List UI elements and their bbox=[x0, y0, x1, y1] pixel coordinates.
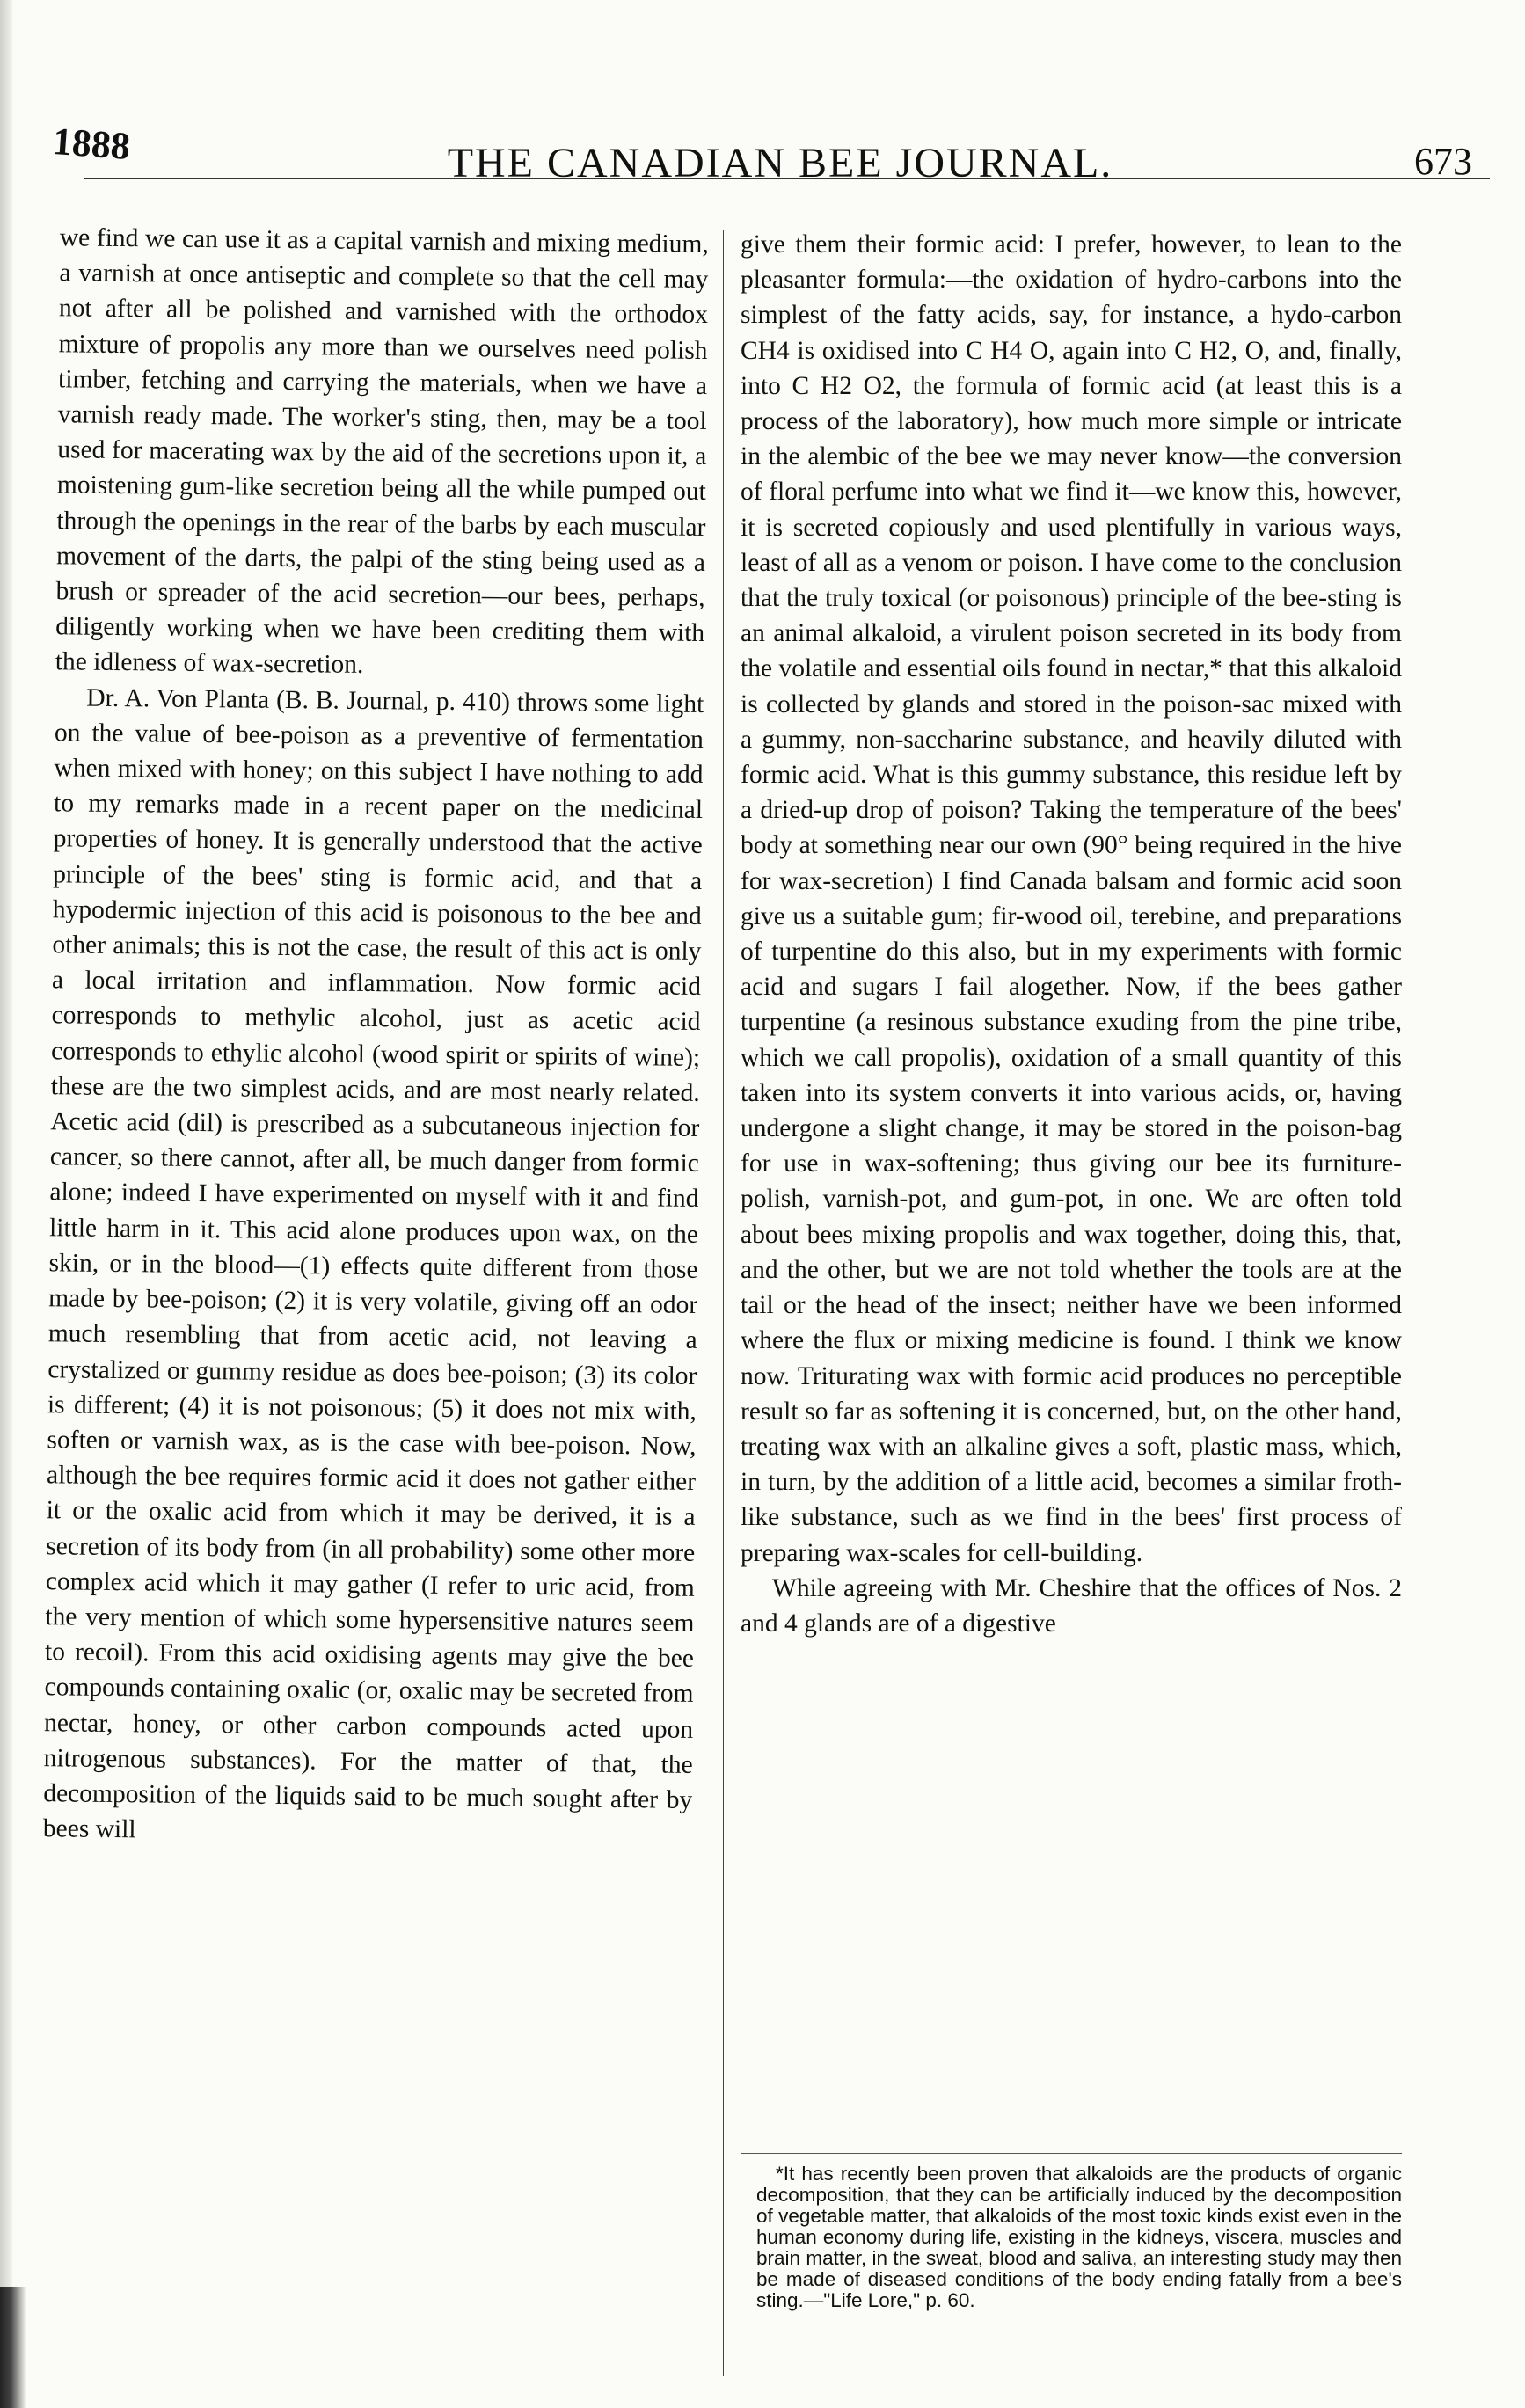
footnote-rule bbox=[741, 2153, 1402, 2154]
page-edge-shadow bbox=[0, 0, 12, 2408]
footnote-text: *It has recently been proven that alkaloids are the products of organic decomposition, that they can be artificially induced by the decomposition of vegetable matter, that alkaloids of the most toxic kinds exist even in the human economy during life, existing in the kidneys, viscera, muscles and brain matter, in the sweat, blood and saliva, an interesting study may then be made of diseased conditions of the body ending fatally from a bee's sting.—"Life Lore," p. 60. bbox=[756, 2163, 1402, 2311]
right-column bbox=[741, 227, 1402, 1641]
binding-mark bbox=[0, 2287, 26, 2408]
page-header bbox=[53, 114, 1472, 193]
left-column bbox=[43, 220, 709, 1853]
right-paragraph-1: give them their formic acid: I prefer, however, to lean to the pleasanter formula:—the oxidation of hydro-carbons into the simplest of the fatty acids, say, for instance, a hydo-carbon CH4 is oxidised into C H4 O, again into C H2, O, and, finally, into C H2 O2, the formula of formic acid (at least this is a process of the laboratory), how much more simple or intricate in the alembic of the bee we may never know—the conversion of floral perfume into what we find it—we know this, however, it is secreted copiously and used plentifully in various ways, least of all as a venom or poison. I have come to the conclusion that the truly toxical (or poisonous) principle of the bee-sting is an animal alkaloid, a virulent poison secreted in its body from the volatile and essential oils found in nectar,* that this alkaloid is collected by glands and stored in the poison-sac mixed with a gummy, non-saccharine substance, and heavily diluted with formic acid. What is this gummy substance, this residue left by a dried-up drop of poison? Taking the temperature of the bees' body at something near our own (90° being required in the hive for wax-secretion) I find Canada balsam and formic acid soon give us a suitable gum; fir-wood oil, terebine, and preparations of turpentine do this also, but in my experiments with formic acid and sugars I fail alogether. Now, if the bees gather turpentine (a resinous substance exuding from the pine tribe, which we call propolis), oxidation of a small quantity of this taken into its system converts it into various acids, or, having undergone a slight change, it may be stored in the poison-bag for use in wax-softening; thus giving our bee its furniture-polish, varnish-pot, and gum-pot, in one. We are often told about bees mixing propolis and wax together, doing this, that, and the other, but we are not told whether the tools are at the tail or the head of the insect; neither have we been informed where the flux or mixing medicine is found. I think we know now. Triturating wax with formic acid produces no perceptible result so far as softening it is concerned, but, on the other hand, treating wax with an alkaline gives a soft, plastic mass, which, in turn, by the addition of a little acid, becomes a similar froth-like substance, such as we find in the bees' first process of preparing wax-scales for cell-building. bbox=[741, 230, 1402, 1567]
left-paragraph-2: Dr. A. Von Planta (B. B. Journal, p. 410) throws some light on the value of bee-poison as a preventive of fermentation when mixed with honey; on this subject I have nothing to add to my remarks made in a recent paper on the medicinal properties of honey. It is generally understood that the active principle of the bees' sting is formic acid, and that a hypodermic injection of this acid is poisonous to the bee and other animals; this is not the case, the result of this act is only a local irritation and inflammation. Now formic acid corresponds to methylic alcohol, just as acetic acid corresponds to ethylic alcohol (wood spirit or spirits of wine); these are the two simplest acids, and are most nearly related. Acetic acid (dil) is prescribed as a subcutaneous injection for cancer, so there cannot, after all, be much danger from formic alone; indeed I have experimented on myself with it and find little harm in it. This acid alone produces upon wax, on the skin, or in the blood—(1) effects quite different from those made by bee-poison; (2) it is very volatile, giving off an odor much resembling that from acetic acid, not leaving a crystalized or gummy residue as does bee-poison; (3) its color is different; (4) it is not poisonous; (5) it does not mix with, soften or varnish wax, as is the case with bee-poison. Now, although the bee requires formic acid it does not gather either it or the oxalic acid from which it may be derived, it is a secretion of its body from (in all probability) some other more complex acid which it may gather (I refer to uric acid, from the very mention of which some hypersensitive natures seem to recoil). From this acid oxidising agents may give the bee compounds containing oxalic (or, oxalic may be secreted from nectar, honey, or other carbon compounds acted upon nitrogenous substances). For the matter of that, the decomposition of the liquids said to be much sought after by bees will bbox=[42, 683, 704, 1844]
left-paragraph-1: we find we can use it as a capital varnish and mixing medium, a varnish at once antiseptic and complete so that the cell may not after all be polished and varnished with the orthodox mixture of propolis any more than we ourselves need polish timber, fetching and carrying the materials, when we have a varnish ready made. The worker's sting, then, may be a tool used for macerating wax by the aid of the secretions upon it, a moistening gum-like secretion being all the while pumped out through the openings in the rear of the barbs by each muscular movement of the darts, the palpi of the sting being used as a brush or spreader of the acid secretion—our bees, perhaps, diligently working when we have been crediting them with the idleness of wax-secretion. bbox=[55, 223, 709, 680]
journal-title: THE CANADIAN BEE JOURNAL. bbox=[447, 140, 1113, 186]
header-year: 1888 bbox=[51, 119, 132, 169]
page-number: 673 bbox=[1414, 140, 1472, 183]
header-rule bbox=[84, 178, 1490, 179]
right-paragraph-2: While agreeing with Mr. Cheshire that the offices of Nos. 2 and 4 glands are of a digestive bbox=[741, 1573, 1402, 1638]
footnote bbox=[756, 2164, 1402, 2311]
column-divider bbox=[723, 230, 724, 2376]
